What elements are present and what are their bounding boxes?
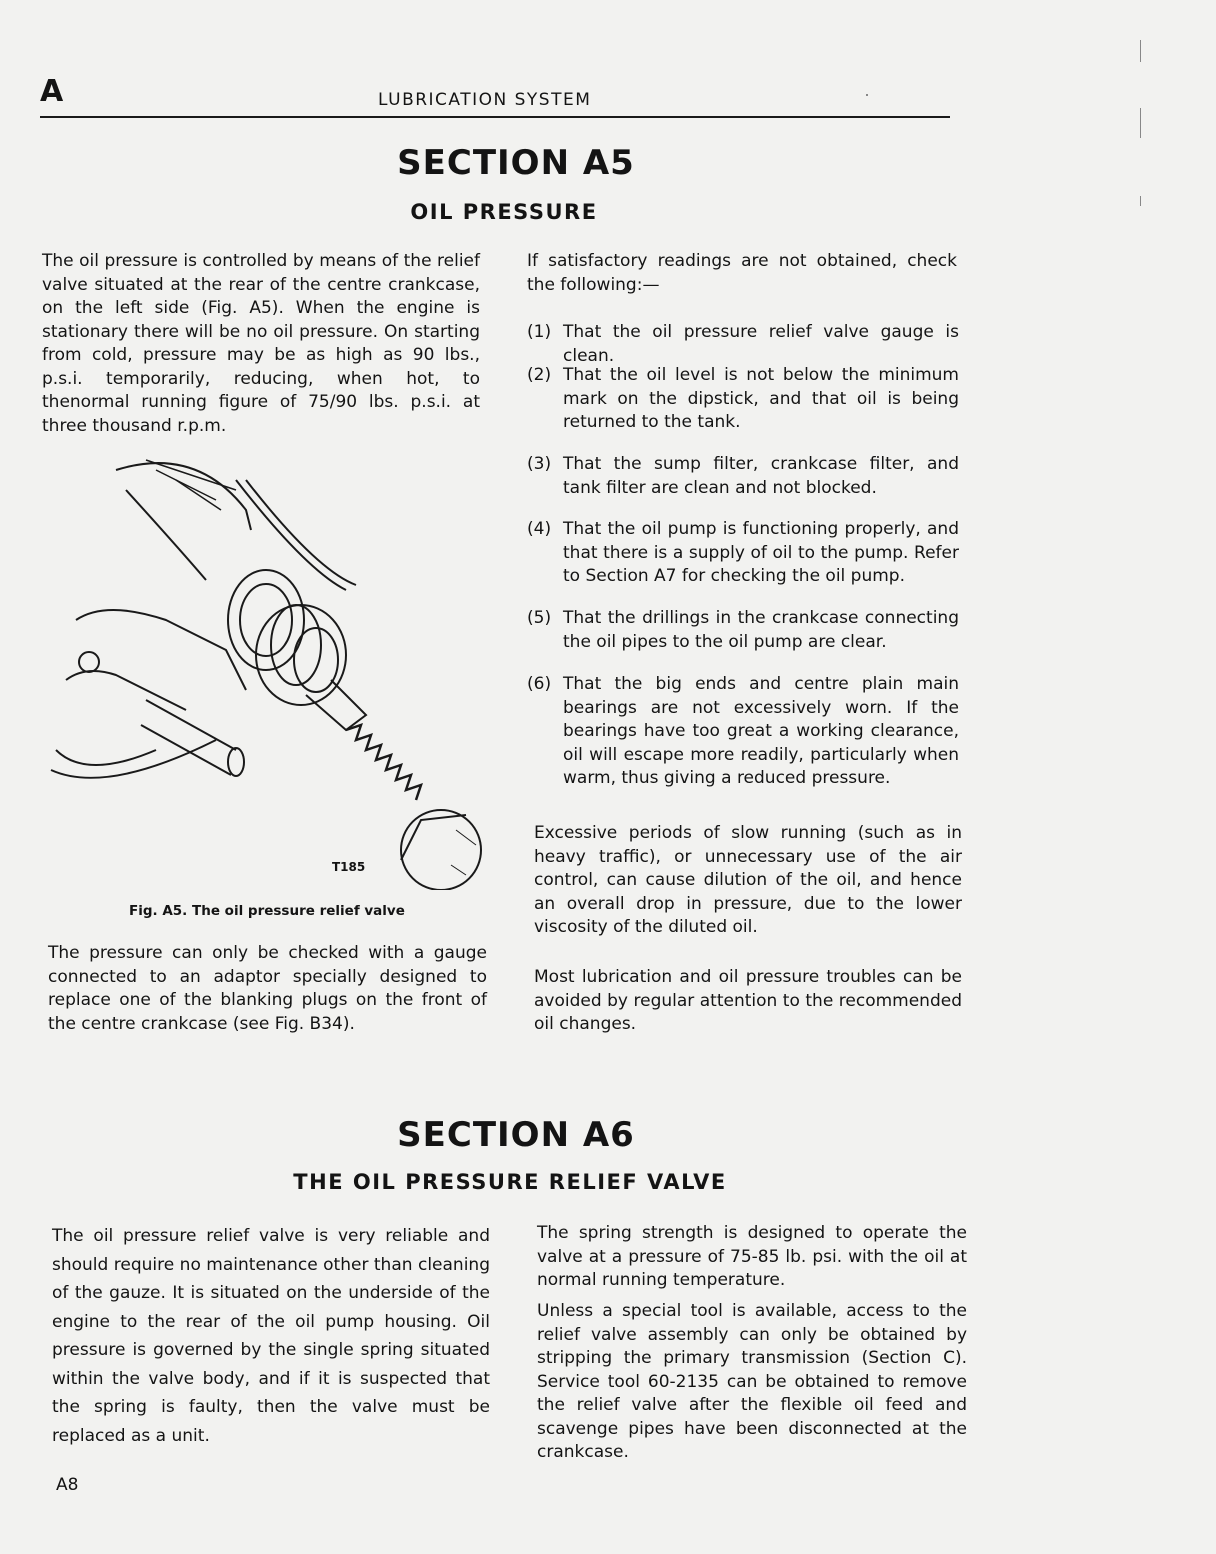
scan-speck [866,94,868,96]
check-item [527,364,959,435]
section-a5-title: SECTION A5 [397,143,635,183]
a5-left-paragraph-1: The oil pressure is controlled by means of the relief valve situated at the rear of the centre crankcase, on the left side (Fig. A5). When the engine is stationary there will be no oil pressure. On starting from cold, pressure may be as high as 90 lbs., p.s.i. temporarily, reducing, when hot, to thenormal running figure of 75/90 lbs. p.s.i. at three thousand r.p.m. [42,251,480,436]
scan-speck [1140,196,1141,206]
check-item [527,673,959,791]
check-item [527,607,959,654]
scan-speck [1140,40,1141,62]
check-number: (1) [527,322,552,342]
figure-label: T185 [332,860,366,874]
check-text: That the sump filter, crankcase filter, and tank filter are clean and not blocked. [563,454,959,498]
check-number: (6) [527,674,552,694]
figure-a5 [46,450,496,890]
check-number: (2) [527,365,552,385]
a5-right-intro: If satisfactory readings are not obtained, check the following:— [527,251,957,295]
check-text: That the drillings in the crankcase connecting the oil pipes to the oil pump are clear. [563,608,959,652]
a6-left-paragraph: The oil pressure relief valve is very reliable and should require no maintenance other than cleaning of the gauze. It is situated on the underside of the engine to the rear of the oil pump housing. Oil pressure is governed by the single spring situated within the valve body, and if it is suspected that the spring is faulty, then the valve must be replaced as a unit. [52,1226,490,1446]
section-a6-title: SECTION A6 [397,1115,635,1155]
check-number: (5) [527,608,552,628]
running-title: LUBRICATION SYSTEM [378,90,592,110]
a5-left-paragraph-2: The pressure can only be checked with a gauge connected to an adaptor specially designed to replace one of the blanking plugs on the front of the centre crankcase (see Fig. B34). [48,943,487,1034]
page-number: A8 [56,1475,79,1495]
a5-right-paragraph-3: Most lubrication and oil pressure troubles can be avoided by regular attention to the recommended oil changes. [534,967,962,1034]
check-number: (3) [527,454,552,474]
section-letter: A [40,74,64,109]
a6-right-paragraph-1: The spring strength is designed to operate the valve at a pressure of 75-85 lb. psi. with the oil at normal running temperature. [537,1223,967,1290]
scan-speck [1140,108,1141,138]
section-a5-subtitle: OIL PRESSURE [410,200,598,224]
check-text: That the oil level is not below the minimum mark on the dipstick, and that oil is being returned to the tank. [563,365,959,432]
check-text: That the oil pump is functioning properly, and that there is a supply of oil to the pump. Refer to Section A7 for checking the oil pump. [563,519,959,586]
relief-valve-illustration [46,450,496,890]
a5-right-paragraph-2: Excessive periods of slow running (such as in heavy traffic), or unnecessary use of the air control, can cause dilution of the oil, and hence an overall drop in pressure, due to the lower viscosity of the diluted oil. [534,823,962,937]
a6-right-paragraph-2: Unless a special tool is available, access to the relief valve assembly can only be obtained by stripping the primary transmission (Section C). Service tool 60-2135 can be obtained to remove the relief valve after the flexible oil feed and scavenge pipes have been disconnected at the crankcase. [537,1301,967,1462]
section-a6-subtitle: THE OIL PRESSURE RELIEF VALVE [293,1170,727,1194]
check-text: That the oil pressure relief valve gauge is clean. [563,322,959,366]
check-item [527,453,959,500]
check-item [527,518,959,589]
check-text: That the big ends and centre plain main bearings are not excessively worn. If the bearings have too great a working clearance, oil will escape more readily, particularly when warm, thus giving a reduced pressure. [563,674,959,788]
check-item [527,321,959,368]
check-number: (4) [527,519,552,539]
header-rule [40,116,950,118]
figure-caption: Fig. A5. The oil pressure relief valve [129,903,405,919]
